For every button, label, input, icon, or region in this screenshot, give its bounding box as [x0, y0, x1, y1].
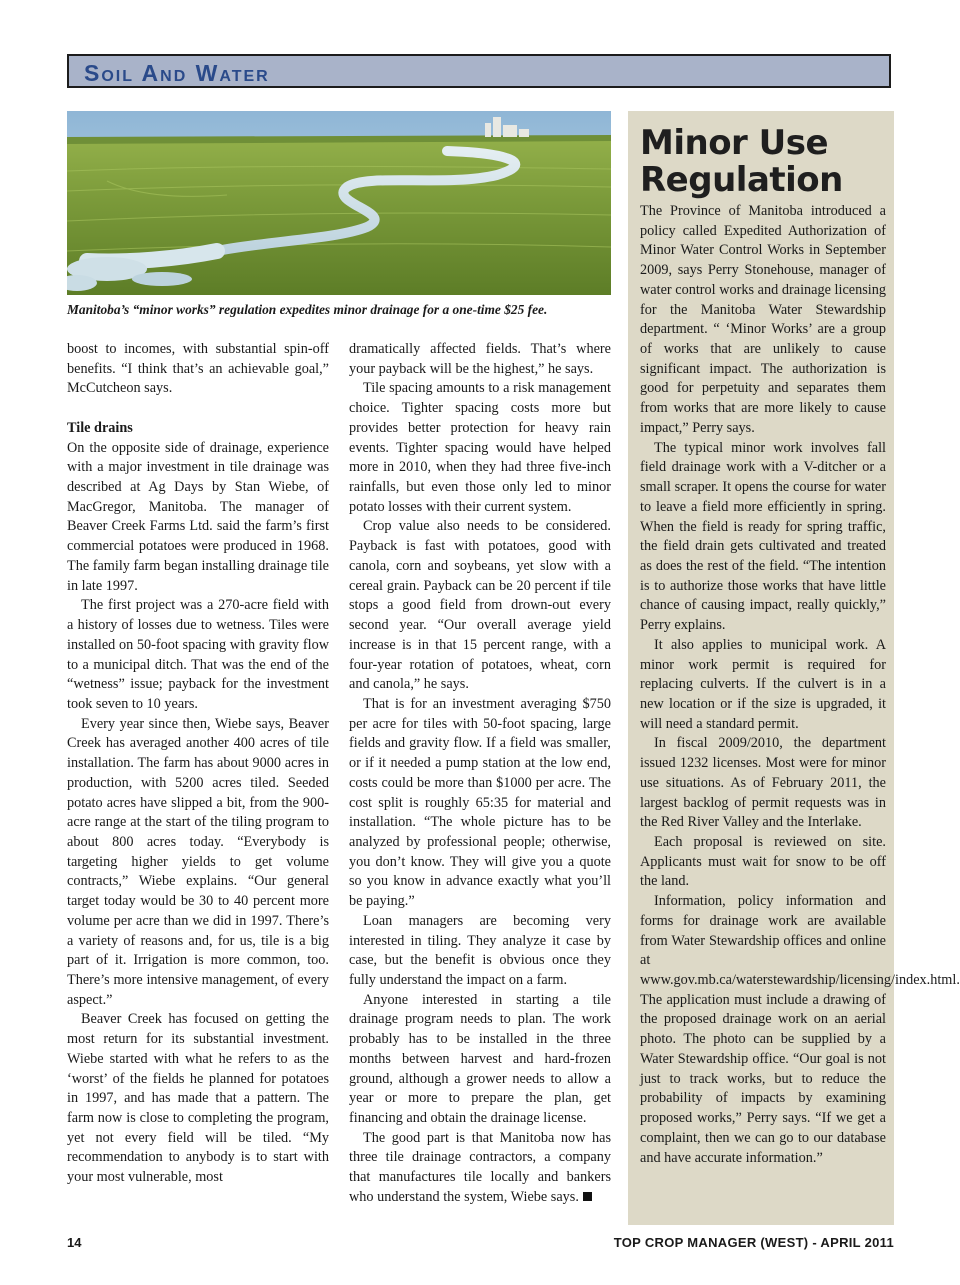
sidebar-paragraph: In fiscal 2009/2010, the department issued 1232 licenses. Most were for minor use situations. As of February 2011, the largest backlog of permit requests was in the Red River Valley and the Interlake. [640, 735, 886, 831]
sidebar-paragraph: Each proposal is reviewed on site. Applicants must wait for snow to be off the land. [640, 834, 886, 890]
sidebar-body [640, 202, 960, 1168]
field-drainage-photo [67, 111, 611, 295]
subheading-tile-drains: Tile drains [67, 419, 133, 436]
field-photo-illustration [67, 111, 611, 295]
article-paragraph: Anyone interested in starting a tile drainage program needs to plan. The work probably has to be installed in the three months between harvest and hard-frozen ground, although a grower needs to allow a year or more to prepare the plan, get financing and obtain the drainage license. [349, 991, 611, 1127]
sidebar-title-line: Minor Use [640, 123, 829, 163]
sidebar-paragraph: Information, policy information and forms for drainage work are available from Water Stewardship offices and online at www.gov.mb.ca/waterstewardship/licensing/index.html. The application must include a drawing of the proposed drainage work on an aerial photo. The photo can be supplied by a Water Stewardship office. “Our goal is not just to track works, but to reduce the probability of impacts by examining proposed works,” Perry says. “If we get a complaint, then we can go to our database and have accurate information.” [640, 893, 960, 1166]
article-paragraph: Loan managers are becoming very interested in tiling. They analyze it case by case, but the benefit is obvious once they fully understand the impact on a farm. [349, 912, 611, 988]
article-paragraph: Tile spacing amounts to a risk management choice. Tighter spacing costs more but provides better protection for heavy rain events. Tighter spacing would have helped more in 2010, when they had three five-inch rainfalls, but even those only led to minor potato losses with their current system. [349, 380, 611, 515]
publication-footer: TOP CROP MANAGER (WEST) - APRIL 2011 [613, 1235, 894, 1250]
article-paragraph: boost to incomes, with substantial spin-off benefits. “I think that’s an achievable goal,” McCutcheon says. [67, 341, 329, 397]
article-paragraph: Crop value also needs to be considered. Payback is fast with potatoes, good with canola, corn and soybeans, yet slow with a cereal grain. Payback can be 20 percent if tile stops a good field from drown-out every second year. “Our overall average yield increase is in that 15 percent range, with a four-year rotation of potatoes, wheat, corn and canola,” he says. [349, 518, 611, 693]
section-title: Soil And Water [84, 60, 270, 86]
article-paragraph-text: The good part is that Manitoba now has three tile drainage contractors, a company that manufactures tile locally and bankers who understand the system, Wiebe says. [349, 1129, 611, 1205]
article-last-paragraph [349, 1129, 611, 1208]
sidebar-title-line: Regulation [640, 160, 843, 200]
article-paragraph: On the opposite side of drainage, experience with a major investment in tile drainage was described at Ag Days by Stan Wiebe, of MacGregor, Manitoba. The manager of Beaver Creek Farms Ltd. said the farm’s first commercial potatoes were produced in 1968. The family farm began installing drainage tile in late 1997. [67, 439, 329, 594]
sidebar-paragraph: It also applies to municipal work. A minor work permit is required for replacing culverts. If the culvert is in a new location or if the size is upgraded, it will need a standard permit. [640, 636, 886, 732]
end-of-article-square-icon [583, 1192, 592, 1201]
article-paragraph: Every year since then, Wiebe says, Beaver Creek has averaged another 400 acres of tile installation. The farm has about 9000 acres in production, with 5200 acres tiled. Seeded potato acres have slipped a bit, from the 900-acre range at the start of the tiling program to about 800 acres today. “Everybody is targeting higher yields to get volume contracts,” Wiebe explains. “Our general target today would be 30 to 40 percent more volume per acre than we did in 1997. There’s a variety of reasons and, for us, tile is a big part of it. Irrigation is more common, too. There’s more intensive management, of every aspect.” [67, 715, 329, 1008]
section-header-bar [67, 54, 891, 88]
article-paragraph: dramatically affected fields. That’s where your payback will be the highest,” he says. [349, 341, 611, 377]
page-number: 14 [67, 1235, 82, 1250]
article-paragraph: Beaver Creek has focused on getting the most return for its substantial investment. Wiebe started with what he refers to as the ‘worst’ of the fields he planned for potatoes in 1997, and has made that a pattern. The farm now is close to completing the program, yet not every field will be tiled. “My recommendation to anybody is to start with your most vulnerable, most [67, 1011, 329, 1186]
article-paragraph: That is for an investment averaging $750 per acre for tiles with 50-foot spacing, large fields and gravity flow. If a field was smaller, or if it needed a pump station at the low end, costs could be more than $1000 per acre. The cost split is roughly 65:35 for material and installation. “The whole picture has to be analyzed by professional people; otherwise, you don’t know. They will give you a quote so you know in advance exactly what you’ll be paying.” [349, 695, 611, 910]
article-paragraph: The first project was a 270-acre field with a history of losses due to wetness. Tiles were installed on 50-foot spacing with gravity flow to a municipal ditch. That was the end of the “wetness” issue; payback for the investment took seven to 10 years. [67, 597, 329, 712]
sidebar-paragraph: The typical minor work involves fall field drainage work with a V-ditcher or a small scraper. It opens the course for water to leave a field more efficiently in spring. When the field is ready for spring traffic, the field drain gets cultivated and treated as does the rest of the field. “The intention is to authorize those works that have little chance of causing impact, really quickly,” Perry explains. [640, 439, 886, 634]
photo-caption: Manitoba’s “minor works” regulation expedites minor drainage for a one-time $25 fee. [67, 302, 548, 317]
article-column-1 [67, 340, 329, 1188]
sidebar-title [640, 125, 890, 199]
article-column-2 [349, 340, 611, 1208]
sidebar-paragraph: The Province of Manitoba introduced a policy called Expedited Authorization of Minor Water Control Works in September 2009, says Perry Stonehouse, manager of water control works and drainage licensing for the Manitoba Water Stewardship department. “ ‘Minor Works’ are a group of works that are unlikely to cause significant impact. The authorization is good for perpetuity and separates them from works that are more likely to cause impact,” Perry says. [640, 203, 886, 436]
sidebar-box [628, 111, 960, 1225]
